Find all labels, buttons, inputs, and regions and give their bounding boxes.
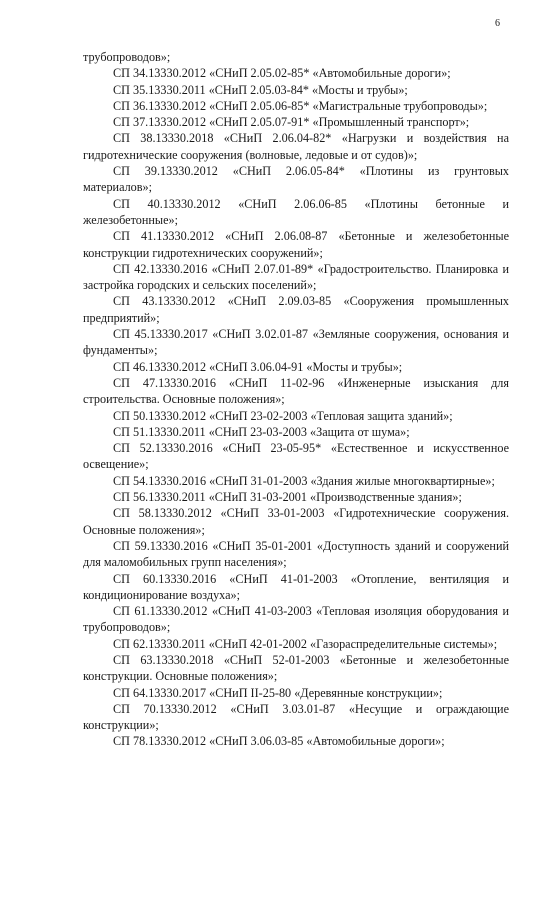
paragraph: СП 59.13330.2016 «СНиП 35-01-2001 «Доступность зданий и сооружений для маломобильных групп населения»;	[83, 538, 509, 570]
paragraph: СП 46.13330.2012 «СНиП 3.06.04-91 «Мосты и трубы»;	[113, 359, 403, 374]
paragraph: СП 52.13330.2016 «СНиП 23-05-95* «Естественное и искусственное освещение»;	[83, 441, 509, 472]
paragraph: СП 45.13330.2017 «СНиП 3.02.01-87 «Земляные сооружения, основания и фундаменты»;	[83, 327, 509, 358]
paragraph: СП 34.13330.2012 «СНиП 2.05.02-85* «Автомобильные дороги»;	[113, 66, 451, 81]
paragraph: СП 62.13330.2011 «СНиП 42-01-2002 «Газораспределительные системы»;	[113, 636, 498, 651]
document-body	[83, 49, 509, 750]
paragraph: СП 63.13330.2018 «СНиП 52-01-2003 «Бетонные и железобетонные конструкции. Основные положения»;	[83, 652, 509, 684]
paragraph: СП 61.13330.2012 «СНиП 41-03-2003 «Тепловая изоляция оборудования и трубопроводов»;	[83, 604, 509, 635]
paragraph: СП 58.13330.2012 «СНиП 33-01-2003 «Гидротехнические сооружения. Основные положения»;	[83, 506, 509, 537]
paragraph: СП 42.13330.2016 «СНиП 2.07.01-89* «Градостроительство. Планировка и застройка городских и сельских поселений»;	[83, 261, 509, 293]
paragraph: СП 43.13330.2012 «СНиП 2.09.03-85 «Сооружения промышленных предприятий»;	[83, 294, 509, 325]
paragraph: СП 39.13330.2012 «СНиП 2.06.05-84* «Плотины из грунтовых материалов»;	[83, 164, 509, 195]
paragraph: СП 38.13330.2018 «СНиП 2.06.04-82* «Нагрузки и воздействия на гидротехнические сооружения (волновые, ледовые и от судов)»;	[83, 131, 509, 162]
paragraph: трубопроводов»;	[83, 50, 171, 64]
paragraph: СП 50.13330.2012 «СНиП 23-02-2003 «Тепловая защита зданий»;	[113, 408, 453, 423]
page-number: 6	[495, 18, 500, 29]
paragraph: СП 51.13330.2011 «СНиП 23-03-2003 «Защита от шума»;	[113, 424, 410, 439]
paragraph: СП 56.13330.2011 «СНиП 31-03-2001 «Производственные здания»;	[113, 490, 462, 505]
paragraph: СП 60.13330.2016 «СНиП 41-01-2003 «Отопление, вентиляция и кондиционирование воздуха»;	[83, 571, 509, 602]
paragraph: СП 64.13330.2017 «СНиП II-25-80 «Деревянные конструкции»;	[113, 685, 443, 700]
paragraph: СП 40.13330.2012 «СНиП 2.06.06-85 «Плотины бетонные и железобетонные»;	[83, 196, 509, 227]
paragraph: СП 47.13330.2016 «СНиП 11-02-96 «Инженерные изыскания для строительства. Основные положения»;	[83, 375, 509, 407]
paragraph: СП 78.13330.2012 «СНиП 3.06.03-85 «Автомобильные дороги»;	[113, 734, 445, 749]
paragraph: СП 37.13330.2012 «СНиП 2.05.07-91* «Промышленный транспорт»;	[113, 115, 470, 130]
paragraph: СП 41.13330.2012 «СНиП 2.06.08-87 «Бетонные и железобетонные конструкции гидротехнических сооружений»;	[83, 229, 509, 260]
paragraph: СП 36.13330.2012 «СНиП 2.05.06-85* «Магистральные трубопроводы»;	[113, 98, 488, 113]
paragraph: СП 35.13330.2011 «СНиП 2.05.03-84* «Мосты и трубы»;	[113, 82, 408, 97]
paragraph: СП 54.13330.2016 «СНиП 31-01-2003 «Здания жилые многоквартирные»;	[113, 473, 495, 488]
paragraph: СП 70.13330.2012 «СНиП 3.03.01-87 «Несущие и ограждающие конструкции»;	[83, 701, 509, 733]
